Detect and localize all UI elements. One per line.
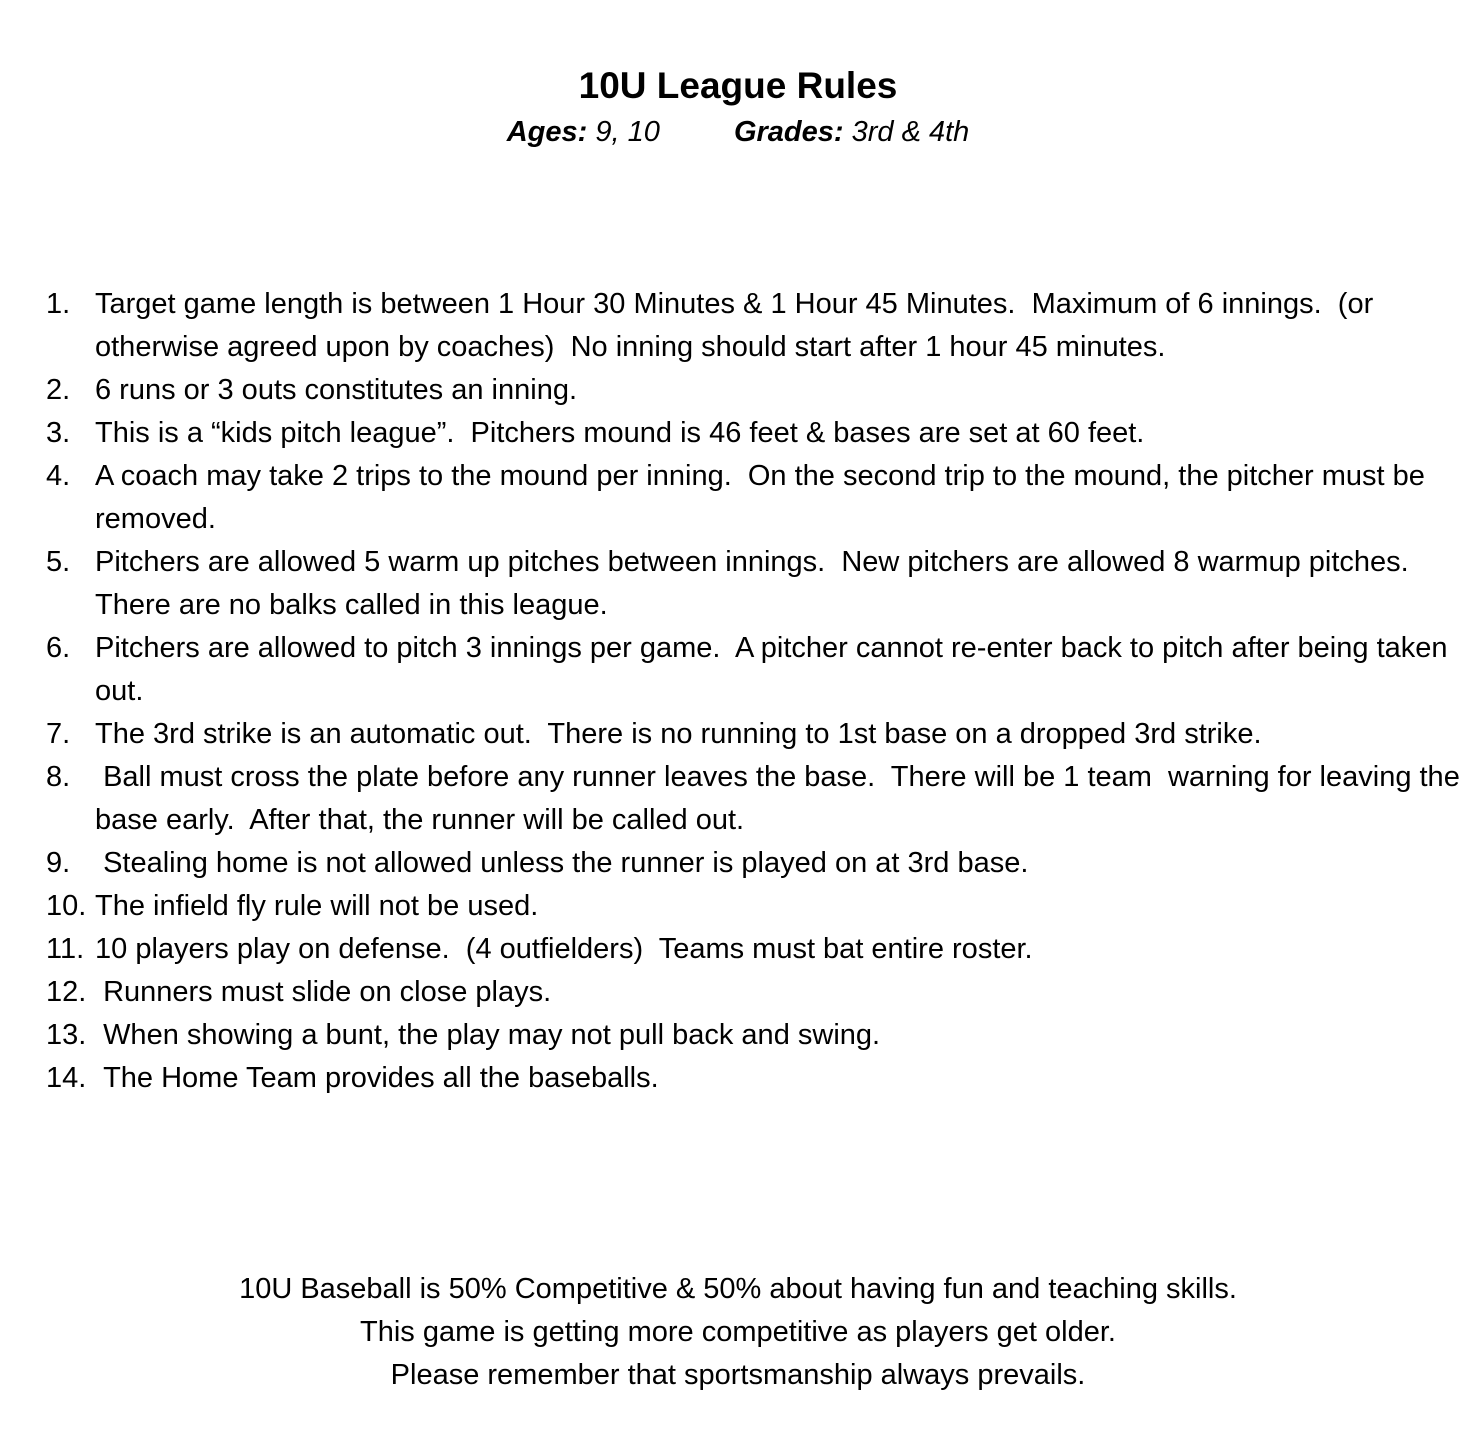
- rule-text: Ball must cross the plate before any runner leaves the base. There will be 1 team warning for leaving the base early. After that, the runner will be called out.: [95, 761, 1468, 836]
- rule-number: 11.: [46, 933, 85, 965]
- rule-item: [0, 541, 1476, 627]
- rule-text: Stealing home is not allowed unless the runner is played on at 3rd base.: [95, 847, 1029, 879]
- rule-text: Pitchers are allowed to pitch 3 innings per game. A pitcher cannot re-enter back to pitch after being taken out.: [95, 632, 1456, 707]
- rule-item: [0, 283, 1476, 369]
- rule-number: 1.: [46, 288, 71, 320]
- closing-line: Please remember that sportsmanship always prevails.: [390, 1359, 1086, 1391]
- rule-item: [0, 1057, 1476, 1100]
- rule-text: Runners must slide on close plays.: [95, 976, 552, 1008]
- rule-item: [0, 1014, 1476, 1057]
- rule-number: 4.: [46, 460, 71, 492]
- rule-number: 7.: [46, 718, 71, 750]
- closing-line: This game is getting more competitive as players get older.: [360, 1316, 1116, 1348]
- rule-text: The infield fly rule will not be used.: [95, 890, 539, 922]
- grades-value: 3rd & 4th: [851, 116, 970, 148]
- page-title: 10U League Rules: [578, 65, 898, 106]
- ages-label: Ages:: [506, 116, 588, 148]
- rule-text: The Home Team provides all the baseballs.: [95, 1062, 659, 1094]
- ages-value: 9, 10: [595, 116, 660, 148]
- rule-number: 5.: [46, 546, 71, 578]
- rule-item: [0, 412, 1476, 455]
- rule-number: 6.: [46, 632, 71, 664]
- rule-item: [0, 842, 1476, 885]
- rule-number: 9.: [46, 847, 71, 879]
- rule-number: 14.: [46, 1062, 87, 1094]
- rule-number: 12.: [46, 976, 87, 1008]
- rule-number: 10.: [46, 890, 87, 922]
- age-grade-line: [0, 113, 1476, 151]
- rule-item: [0, 369, 1476, 412]
- rule-text: A coach may take 2 trips to the mound per inning. On the second trip to the mound, the pitcher must be removed.: [95, 460, 1433, 535]
- rule-number: 3.: [46, 417, 71, 449]
- closing-note: [0, 1268, 1476, 1397]
- rule-number: 2.: [46, 374, 71, 406]
- grades-label: Grades:: [733, 116, 844, 148]
- rule-item: [0, 756, 1476, 842]
- rule-text: This is a “kids pitch league”. Pitchers mound is 46 feet & bases are set at 60 feet.: [95, 417, 1145, 449]
- rule-text: When showing a bunt, the play may not pull back and swing.: [95, 1019, 881, 1051]
- rule-item: [0, 713, 1476, 756]
- closing-line: 10U Baseball is 50% Competitive & 50% about having fun and teaching skills.: [239, 1273, 1237, 1305]
- rule-item: [0, 455, 1476, 541]
- rule-text: Target game length is between 1 Hour 30 Minutes & 1 Hour 45 Minutes. Maximum of 6 innings. (or otherwise agreed upon by coaches) No inning should start after 1 hour 45 minutes.: [95, 288, 1382, 363]
- rule-text: 10 players play on defense. (4 outfielders) Teams must bat entire roster.: [95, 933, 1033, 965]
- rule-item: [0, 971, 1476, 1014]
- rule-item: [0, 885, 1476, 928]
- rule-text: Pitchers are allowed 5 warm up pitches between innings. New pitchers are allowed 8 warmup pitches. There are no balks called in this league.: [95, 546, 1425, 621]
- rule-text: The 3rd strike is an automatic out. There is no running to 1st base on a dropped 3rd strike.: [95, 718, 1262, 750]
- rules-list: [0, 283, 1476, 1100]
- rule-number: 8.: [46, 761, 71, 793]
- rule-text: 6 runs or 3 outs constitutes an inning.: [95, 374, 578, 406]
- rule-number: 13.: [46, 1019, 87, 1051]
- rule-item: [0, 627, 1476, 713]
- rule-item: [0, 928, 1476, 971]
